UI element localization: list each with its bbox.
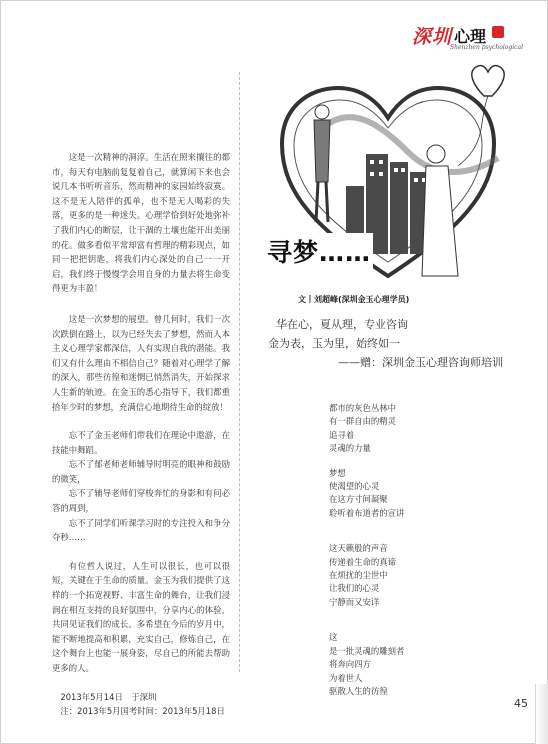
- quote-line: 华在心，夏从理，专业咨询: [276, 318, 408, 331]
- masthead-subtitle: Shenzhen psychological: [450, 44, 524, 51]
- left-column: [52, 150, 230, 719]
- note-line: 注：2013年5月国考时间：2013年5月18日: [60, 706, 225, 717]
- poem-line: 都市的灰色丛林中: [329, 403, 396, 413]
- poem-line: 让我们的心灵: [329, 583, 380, 594]
- poem-line: 这天籁般的声音: [329, 543, 388, 554]
- masthead-brand: 深圳: [412, 26, 453, 48]
- poem-line: 追寻着: [329, 429, 355, 440]
- author-byline: 文丨刘超峰(深圳金玉心理学员): [298, 295, 410, 304]
- tribute-line: 忘不了同学们听课学习时的专注投入和争分夺秒……: [52, 517, 230, 543]
- page-curl: [535, 684, 548, 744]
- poem-line: 是一批灵魂的雕刻者: [329, 645, 405, 656]
- poem-stanza: [329, 402, 404, 456]
- masthead: [412, 22, 532, 58]
- date-line: 2013年5月14日 于深圳: [60, 691, 157, 702]
- quote-line: 金为表，玉为里，始终如一: [268, 337, 400, 350]
- poem-line: 梦想: [329, 467, 346, 478]
- paragraph: 有位哲人说过，人生可以很长，也可以很短，关键在于生命的质量。金玉为我们提供了这样的一个拓宽视野、丰富生命的舞台，让我们浸润在相互支持的良好氛围中，分享内心的体验，共同见证我们的成长。多希望在今后的岁月中，能不断地提高和积累，充实自己，修炼自己，在这个舞台上也能一展身姿，尽自己的所能去帮助更多的人。: [52, 560, 230, 673]
- paragraph: 这是一次梦想的展望。曾几何时，我们一次次跌倒在路上，以为已经失去了梦想，然而人本主义心理学家都深信，人有实现自我的潜能。我们又有什么理由不相信自己？随着对心理学了解的深入，那些彷徨和迷惘已悄然消失，开始探求人生新的轨迹。在金玉的悉心指导下，我们都重拾年少时的梦想，充满信心地期待生命的绽放！: [52, 313, 230, 412]
- poem-line: 将奔向四方: [329, 659, 371, 670]
- poem-line: 宁静而又安详: [329, 596, 380, 607]
- masthead-section: 心理: [454, 27, 487, 46]
- poem-line: 这: [329, 632, 338, 643]
- poem-line: 聆听着布道者的宣讲: [329, 507, 405, 518]
- poem-stanza: [329, 467, 404, 521]
- poem-stanza: [329, 631, 404, 698]
- column-divider: [239, 72, 240, 672]
- tribute-line: 忘不了辅导老师们穿梭奔忙的身影和有问必答的周到，: [52, 488, 230, 514]
- poem-line: 在这方寸间凝聚: [329, 494, 388, 505]
- poem-line: 灵魂的力量: [329, 443, 371, 454]
- paragraph: 这是一次精神的洞淳。生活在照来攘往的都市，每天有电脑前复复着自己，就算闲下来也会说几本书听听音乐，然而精神的家园始终寂寞。这不是无人陪伴的孤单，也不是无人喝彩的失落，更多的是一种迷失。心理学恰到好处地弥补了我们内心的断层，让干涸的土壤也能开出美丽的花。做多看似平常却富有哲理的精彩现点，如同一把把钥匙，将我们内心深处的自己一一开启，我们终于慢慢学会用自身的力量去将生命变得更为丰盈！: [52, 152, 230, 294]
- logo-icon: [492, 26, 504, 38]
- page-number: 45: [514, 697, 528, 710]
- poem-stanza: [329, 542, 404, 609]
- poem-line: 为着世人: [329, 672, 363, 683]
- dedication-quote: [268, 316, 522, 376]
- poem-line: 传递着生命的真谛: [329, 556, 396, 567]
- poem-line: 驱散人生的彷徨: [329, 685, 388, 696]
- quote-line: ——赠：深圳金玉心理咨询师培训: [338, 356, 503, 369]
- poem: [329, 402, 404, 698]
- article-title: 寻梦……: [265, 233, 373, 269]
- poem-line: 在烦扰的尘世中: [329, 570, 388, 581]
- poem-line: 有一群自由的精灵: [329, 416, 396, 427]
- poem-line: 使渴望的心灵: [329, 481, 380, 492]
- tribute-line: 忘不了金玉老师们带我们在理论中遨游，在技能中舞蹈。: [52, 430, 230, 455]
- balloon-heart-icon: [472, 66, 504, 96]
- tribute-line: 忘不了郁老师老师辅导时明亮的眼神和鼓励的微笑，: [52, 459, 230, 484]
- man-figure: [314, 105, 330, 222]
